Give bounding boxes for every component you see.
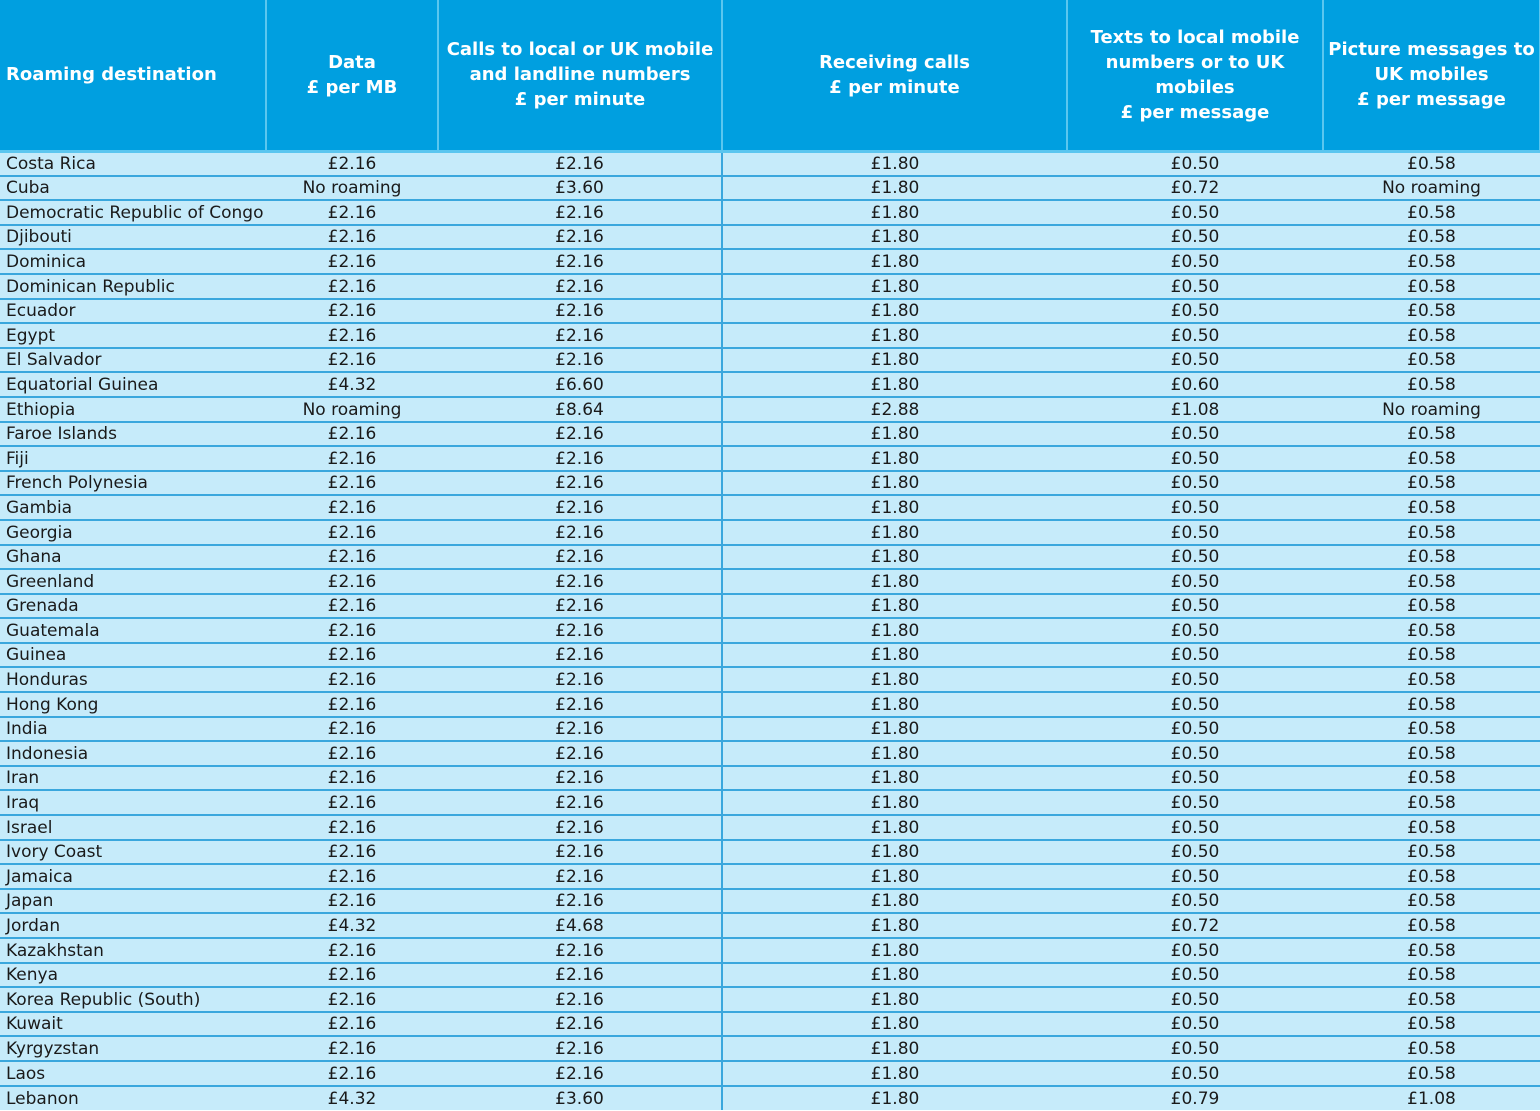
receiving-rate-cell: £1.80 bbox=[722, 1012, 1067, 1037]
destination-cell: Jamaica bbox=[0, 864, 266, 889]
data-rate-cell: £2.16 bbox=[266, 545, 438, 570]
receiving-rate-cell: £1.80 bbox=[722, 667, 1067, 692]
data-rate-cell: £2.16 bbox=[266, 618, 438, 643]
table-row bbox=[0, 1061, 1540, 1086]
destination-cell: Ecuador bbox=[0, 299, 266, 324]
call-rate-cell: £3.60 bbox=[438, 176, 722, 201]
data-rate-cell: £2.16 bbox=[266, 963, 438, 988]
picture-rate-cell: £1.08 bbox=[1323, 1086, 1540, 1111]
picture-rate-cell: £0.58 bbox=[1323, 151, 1540, 176]
destination-cell: India bbox=[0, 717, 266, 742]
data-rate-cell: £4.32 bbox=[266, 913, 438, 938]
picture-rate-cell: £0.58 bbox=[1323, 692, 1540, 717]
picture-rate-cell: £0.58 bbox=[1323, 569, 1540, 594]
call-rate-cell: £2.16 bbox=[438, 987, 722, 1012]
table-row bbox=[0, 643, 1540, 668]
receiving-rate-cell: £1.80 bbox=[722, 249, 1067, 274]
call-rate-cell: £2.16 bbox=[438, 520, 722, 545]
text-rate-cell: £0.50 bbox=[1067, 225, 1323, 250]
data-rate-cell: £2.16 bbox=[266, 864, 438, 889]
text-rate-cell: £0.50 bbox=[1067, 422, 1323, 447]
text-rate-cell: £0.50 bbox=[1067, 274, 1323, 299]
call-rate-cell: £6.60 bbox=[438, 372, 722, 397]
header-roaming-destination: Roaming destination bbox=[0, 0, 266, 151]
picture-rate-cell: £0.58 bbox=[1323, 766, 1540, 791]
data-rate-cell: No roaming bbox=[266, 397, 438, 422]
picture-rate-cell: £0.58 bbox=[1323, 963, 1540, 988]
destination-cell: Faroe Islands bbox=[0, 422, 266, 447]
data-rate-cell: £2.16 bbox=[266, 249, 438, 274]
table-row bbox=[0, 520, 1540, 545]
data-rate-cell: £2.16 bbox=[266, 766, 438, 791]
table-row bbox=[0, 348, 1540, 373]
receiving-rate-cell: £1.80 bbox=[722, 618, 1067, 643]
destination-cell: Dominica bbox=[0, 249, 266, 274]
text-rate-cell: £0.50 bbox=[1067, 1012, 1323, 1037]
call-rate-cell: £2.16 bbox=[438, 667, 722, 692]
picture-rate-cell: £0.58 bbox=[1323, 643, 1540, 668]
text-rate-cell: £0.50 bbox=[1067, 446, 1323, 471]
receiving-rate-cell: £1.80 bbox=[722, 717, 1067, 742]
picture-rate-cell: £0.58 bbox=[1323, 299, 1540, 324]
receiving-rate-cell: £1.80 bbox=[722, 766, 1067, 791]
picture-rate-cell: £0.58 bbox=[1323, 864, 1540, 889]
receiving-rate-cell: £1.80 bbox=[722, 815, 1067, 840]
text-rate-cell: £0.60 bbox=[1067, 372, 1323, 397]
receiving-rate-cell: £1.80 bbox=[722, 913, 1067, 938]
call-rate-cell: £2.16 bbox=[438, 594, 722, 619]
picture-rate-cell: £0.58 bbox=[1323, 1036, 1540, 1061]
call-rate-cell: £3.60 bbox=[438, 1086, 722, 1111]
receiving-rate-cell: £1.80 bbox=[722, 692, 1067, 717]
text-rate-cell: £0.50 bbox=[1067, 495, 1323, 520]
call-rate-cell: £2.16 bbox=[438, 495, 722, 520]
table-row bbox=[0, 1012, 1540, 1037]
text-rate-cell: £0.50 bbox=[1067, 471, 1323, 496]
call-rate-cell: £2.16 bbox=[438, 815, 722, 840]
table-row bbox=[0, 717, 1540, 742]
table-row bbox=[0, 618, 1540, 643]
picture-rate-cell: £0.58 bbox=[1323, 913, 1540, 938]
destination-cell: Gambia bbox=[0, 495, 266, 520]
receiving-rate-cell: £1.80 bbox=[722, 1086, 1067, 1111]
picture-rate-cell: £0.58 bbox=[1323, 987, 1540, 1012]
text-rate-cell: £0.50 bbox=[1067, 249, 1323, 274]
text-rate-cell: £0.72 bbox=[1067, 913, 1323, 938]
destination-cell: Iraq bbox=[0, 790, 266, 815]
picture-rate-cell: £0.58 bbox=[1323, 594, 1540, 619]
destination-cell: Laos bbox=[0, 1061, 266, 1086]
call-rate-cell: £2.16 bbox=[438, 299, 722, 324]
header-picture-messages: Picture messages to UK mobiles £ per message bbox=[1323, 0, 1540, 151]
destination-cell: Fiji bbox=[0, 446, 266, 471]
data-rate-cell: No roaming bbox=[266, 176, 438, 201]
data-rate-cell: £2.16 bbox=[266, 987, 438, 1012]
picture-rate-cell: £0.58 bbox=[1323, 1012, 1540, 1037]
text-rate-cell: £0.50 bbox=[1067, 618, 1323, 643]
destination-cell: French Polynesia bbox=[0, 471, 266, 496]
call-rate-cell: £2.16 bbox=[438, 323, 722, 348]
table-row bbox=[0, 766, 1540, 791]
destination-cell: Jordan bbox=[0, 913, 266, 938]
text-rate-cell: £0.50 bbox=[1067, 569, 1323, 594]
data-rate-cell: £2.16 bbox=[266, 741, 438, 766]
header-texts: Texts to local mobile numbers or to UK mobiles £ per message bbox=[1067, 0, 1323, 151]
text-rate-cell: £0.50 bbox=[1067, 594, 1323, 619]
table-row bbox=[0, 446, 1540, 471]
destination-cell: Hong Kong bbox=[0, 692, 266, 717]
picture-rate-cell: £0.58 bbox=[1323, 225, 1540, 250]
call-rate-cell: £2.16 bbox=[438, 200, 722, 225]
destination-cell: Lebanon bbox=[0, 1086, 266, 1111]
text-rate-cell: £0.50 bbox=[1067, 717, 1323, 742]
picture-rate-cell: £0.58 bbox=[1323, 889, 1540, 914]
header-receiving-calls: Receiving calls £ per minute bbox=[722, 0, 1067, 151]
call-rate-cell: £2.16 bbox=[438, 1061, 722, 1086]
table-row bbox=[0, 815, 1540, 840]
call-rate-cell: £2.16 bbox=[438, 274, 722, 299]
destination-cell: Dominican Republic bbox=[0, 274, 266, 299]
call-rate-cell: £2.16 bbox=[438, 618, 722, 643]
text-rate-cell: £0.50 bbox=[1067, 667, 1323, 692]
text-rate-cell: £0.50 bbox=[1067, 692, 1323, 717]
table-row bbox=[0, 840, 1540, 865]
receiving-rate-cell: £1.80 bbox=[722, 151, 1067, 176]
table-row bbox=[0, 987, 1540, 1012]
text-rate-cell: £0.50 bbox=[1067, 741, 1323, 766]
text-rate-cell: £0.50 bbox=[1067, 938, 1323, 963]
data-rate-cell: £2.16 bbox=[266, 299, 438, 324]
table-row bbox=[0, 545, 1540, 570]
picture-rate-cell: £0.58 bbox=[1323, 422, 1540, 447]
receiving-rate-cell: £2.88 bbox=[722, 397, 1067, 422]
receiving-rate-cell: £1.80 bbox=[722, 594, 1067, 619]
call-rate-cell: £2.16 bbox=[438, 790, 722, 815]
receiving-rate-cell: £1.80 bbox=[722, 545, 1067, 570]
destination-cell: Ivory Coast bbox=[0, 840, 266, 865]
call-rate-cell: £8.64 bbox=[438, 397, 722, 422]
call-rate-cell: £2.16 bbox=[438, 446, 722, 471]
call-rate-cell: £2.16 bbox=[438, 963, 722, 988]
picture-rate-cell: £0.58 bbox=[1323, 545, 1540, 570]
destination-cell: Honduras bbox=[0, 667, 266, 692]
receiving-rate-cell: £1.80 bbox=[722, 938, 1067, 963]
data-rate-cell: £2.16 bbox=[266, 840, 438, 865]
text-rate-cell: £0.50 bbox=[1067, 545, 1323, 570]
text-rate-cell: £0.50 bbox=[1067, 790, 1323, 815]
table-row bbox=[0, 1086, 1540, 1111]
data-rate-cell: £2.16 bbox=[266, 471, 438, 496]
receiving-rate-cell: £1.80 bbox=[722, 299, 1067, 324]
table-row bbox=[0, 299, 1540, 324]
destination-cell: Egypt bbox=[0, 323, 266, 348]
picture-rate-cell: £0.58 bbox=[1323, 667, 1540, 692]
call-rate-cell: £2.16 bbox=[438, 889, 722, 914]
call-rate-cell: £2.16 bbox=[438, 643, 722, 668]
destination-cell: Greenland bbox=[0, 569, 266, 594]
data-rate-cell: £2.16 bbox=[266, 815, 438, 840]
destination-cell: Guinea bbox=[0, 643, 266, 668]
picture-rate-cell: £0.58 bbox=[1323, 372, 1540, 397]
text-rate-cell: £0.50 bbox=[1067, 840, 1323, 865]
header-row bbox=[0, 0, 1540, 151]
call-rate-cell: £2.16 bbox=[438, 864, 722, 889]
picture-rate-cell: £0.58 bbox=[1323, 200, 1540, 225]
text-rate-cell: £0.50 bbox=[1067, 520, 1323, 545]
data-rate-cell: £2.16 bbox=[266, 938, 438, 963]
receiving-rate-cell: £1.80 bbox=[722, 495, 1067, 520]
receiving-rate-cell: £1.80 bbox=[722, 446, 1067, 471]
destination-cell: Israel bbox=[0, 815, 266, 840]
destination-cell: Cuba bbox=[0, 176, 266, 201]
data-rate-cell: £2.16 bbox=[266, 495, 438, 520]
receiving-rate-cell: £1.80 bbox=[722, 1061, 1067, 1086]
call-rate-cell: £2.16 bbox=[438, 766, 722, 791]
receiving-rate-cell: £1.80 bbox=[722, 987, 1067, 1012]
table-row bbox=[0, 963, 1540, 988]
data-rate-cell: £2.16 bbox=[266, 151, 438, 176]
text-rate-cell: £0.79 bbox=[1067, 1086, 1323, 1111]
receiving-rate-cell: £1.80 bbox=[722, 864, 1067, 889]
table-row bbox=[0, 225, 1540, 250]
destination-cell: Djibouti bbox=[0, 225, 266, 250]
picture-rate-cell: £0.58 bbox=[1323, 938, 1540, 963]
picture-rate-cell: £0.58 bbox=[1323, 348, 1540, 373]
table-row bbox=[0, 495, 1540, 520]
data-rate-cell: £2.16 bbox=[266, 274, 438, 299]
table-row bbox=[0, 913, 1540, 938]
destination-cell: Korea Republic (South) bbox=[0, 987, 266, 1012]
table-row bbox=[0, 397, 1540, 422]
destination-cell: Kyrgyzstan bbox=[0, 1036, 266, 1061]
header-data: Data £ per MB bbox=[266, 0, 438, 151]
table-row bbox=[0, 594, 1540, 619]
call-rate-cell: £2.16 bbox=[438, 225, 722, 250]
data-rate-cell: £4.32 bbox=[266, 372, 438, 397]
table-row bbox=[0, 569, 1540, 594]
receiving-rate-cell: £1.80 bbox=[722, 840, 1067, 865]
call-rate-cell: £2.16 bbox=[438, 840, 722, 865]
destination-cell: Democratic Republic of Congo bbox=[0, 200, 266, 225]
call-rate-cell: £2.16 bbox=[438, 569, 722, 594]
destination-cell: Iran bbox=[0, 766, 266, 791]
text-rate-cell: £1.08 bbox=[1067, 397, 1323, 422]
data-rate-cell: £2.16 bbox=[266, 643, 438, 668]
table-row bbox=[0, 938, 1540, 963]
call-rate-cell: £2.16 bbox=[438, 249, 722, 274]
text-rate-cell: £0.72 bbox=[1067, 176, 1323, 201]
call-rate-cell: £2.16 bbox=[438, 717, 722, 742]
data-rate-cell: £2.16 bbox=[266, 569, 438, 594]
text-rate-cell: £0.50 bbox=[1067, 643, 1323, 668]
call-rate-cell: £4.68 bbox=[438, 913, 722, 938]
destination-cell: Equatorial Guinea bbox=[0, 372, 266, 397]
text-rate-cell: £0.50 bbox=[1067, 348, 1323, 373]
data-rate-cell: £2.16 bbox=[266, 446, 438, 471]
table-row bbox=[0, 323, 1540, 348]
picture-rate-cell: £0.58 bbox=[1323, 618, 1540, 643]
table-row bbox=[0, 372, 1540, 397]
text-rate-cell: £0.50 bbox=[1067, 200, 1323, 225]
data-rate-cell: £2.16 bbox=[266, 1012, 438, 1037]
picture-rate-cell: £0.58 bbox=[1323, 790, 1540, 815]
table-row bbox=[0, 151, 1540, 176]
table-row bbox=[0, 692, 1540, 717]
receiving-rate-cell: £1.80 bbox=[722, 643, 1067, 668]
data-rate-cell: £4.32 bbox=[266, 1086, 438, 1111]
destination-cell: Guatemala bbox=[0, 618, 266, 643]
receiving-rate-cell: £1.80 bbox=[722, 963, 1067, 988]
picture-rate-cell: £0.58 bbox=[1323, 717, 1540, 742]
destination-cell: El Salvador bbox=[0, 348, 266, 373]
receiving-rate-cell: £1.80 bbox=[722, 372, 1067, 397]
table-row bbox=[0, 864, 1540, 889]
text-rate-cell: £0.50 bbox=[1067, 889, 1323, 914]
data-rate-cell: £2.16 bbox=[266, 422, 438, 447]
table-row bbox=[0, 274, 1540, 299]
table-row bbox=[0, 176, 1540, 201]
destination-cell: Japan bbox=[0, 889, 266, 914]
destination-cell: Kazakhstan bbox=[0, 938, 266, 963]
picture-rate-cell: £0.58 bbox=[1323, 1061, 1540, 1086]
receiving-rate-cell: £1.80 bbox=[722, 348, 1067, 373]
table-row bbox=[0, 422, 1540, 447]
picture-rate-cell: £0.58 bbox=[1323, 249, 1540, 274]
picture-rate-cell: £0.58 bbox=[1323, 495, 1540, 520]
table-body bbox=[0, 151, 1540, 1110]
text-rate-cell: £0.50 bbox=[1067, 815, 1323, 840]
data-rate-cell: £2.16 bbox=[266, 717, 438, 742]
call-rate-cell: £2.16 bbox=[438, 471, 722, 496]
table-row bbox=[0, 471, 1540, 496]
call-rate-cell: £2.16 bbox=[438, 422, 722, 447]
text-rate-cell: £0.50 bbox=[1067, 1061, 1323, 1086]
destination-cell: Kenya bbox=[0, 963, 266, 988]
table-row bbox=[0, 249, 1540, 274]
text-rate-cell: £0.50 bbox=[1067, 1036, 1323, 1061]
call-rate-cell: £2.16 bbox=[438, 151, 722, 176]
picture-rate-cell: £0.58 bbox=[1323, 323, 1540, 348]
header-calls: Calls to local or UK mobile and landline numbers £ per minute bbox=[438, 0, 722, 151]
destination-cell: Ethiopia bbox=[0, 397, 266, 422]
call-rate-cell: £2.16 bbox=[438, 348, 722, 373]
receiving-rate-cell: £1.80 bbox=[722, 569, 1067, 594]
text-rate-cell: £0.50 bbox=[1067, 766, 1323, 791]
data-rate-cell: £2.16 bbox=[266, 520, 438, 545]
text-rate-cell: £0.50 bbox=[1067, 299, 1323, 324]
table-row bbox=[0, 889, 1540, 914]
data-rate-cell: £2.16 bbox=[266, 889, 438, 914]
text-rate-cell: £0.50 bbox=[1067, 323, 1323, 348]
receiving-rate-cell: £1.80 bbox=[722, 176, 1067, 201]
picture-rate-cell: £0.58 bbox=[1323, 520, 1540, 545]
picture-rate-cell: £0.58 bbox=[1323, 741, 1540, 766]
data-rate-cell: £2.16 bbox=[266, 692, 438, 717]
destination-cell: Costa Rica bbox=[0, 151, 266, 176]
table-row bbox=[0, 790, 1540, 815]
table-header bbox=[0, 0, 1540, 151]
call-rate-cell: £2.16 bbox=[438, 1036, 722, 1061]
data-rate-cell: £2.16 bbox=[266, 1036, 438, 1061]
destination-cell: Ghana bbox=[0, 545, 266, 570]
call-rate-cell: £2.16 bbox=[438, 741, 722, 766]
picture-rate-cell: No roaming bbox=[1323, 176, 1540, 201]
table-row bbox=[0, 200, 1540, 225]
data-rate-cell: £2.16 bbox=[266, 225, 438, 250]
receiving-rate-cell: £1.80 bbox=[722, 1036, 1067, 1061]
receiving-rate-cell: £1.80 bbox=[722, 274, 1067, 299]
destination-cell: Georgia bbox=[0, 520, 266, 545]
data-rate-cell: £2.16 bbox=[266, 790, 438, 815]
picture-rate-cell: No roaming bbox=[1323, 397, 1540, 422]
picture-rate-cell: £0.58 bbox=[1323, 840, 1540, 865]
picture-rate-cell: £0.58 bbox=[1323, 446, 1540, 471]
data-rate-cell: £2.16 bbox=[266, 200, 438, 225]
picture-rate-cell: £0.58 bbox=[1323, 471, 1540, 496]
data-rate-cell: £2.16 bbox=[266, 323, 438, 348]
call-rate-cell: £2.16 bbox=[438, 938, 722, 963]
receiving-rate-cell: £1.80 bbox=[722, 520, 1067, 545]
receiving-rate-cell: £1.80 bbox=[722, 790, 1067, 815]
destination-cell: Indonesia bbox=[0, 741, 266, 766]
receiving-rate-cell: £1.80 bbox=[722, 471, 1067, 496]
picture-rate-cell: £0.58 bbox=[1323, 274, 1540, 299]
receiving-rate-cell: £1.80 bbox=[722, 225, 1067, 250]
destination-cell: Kuwait bbox=[0, 1012, 266, 1037]
text-rate-cell: £0.50 bbox=[1067, 151, 1323, 176]
receiving-rate-cell: £1.80 bbox=[722, 323, 1067, 348]
call-rate-cell: £2.16 bbox=[438, 1012, 722, 1037]
text-rate-cell: £0.50 bbox=[1067, 864, 1323, 889]
call-rate-cell: £2.16 bbox=[438, 545, 722, 570]
receiving-rate-cell: £1.80 bbox=[722, 200, 1067, 225]
table-row bbox=[0, 741, 1540, 766]
receiving-rate-cell: £1.80 bbox=[722, 741, 1067, 766]
data-rate-cell: £2.16 bbox=[266, 1061, 438, 1086]
call-rate-cell: £2.16 bbox=[438, 692, 722, 717]
data-rate-cell: £2.16 bbox=[266, 667, 438, 692]
receiving-rate-cell: £1.80 bbox=[722, 889, 1067, 914]
destination-cell: Grenada bbox=[0, 594, 266, 619]
text-rate-cell: £0.50 bbox=[1067, 987, 1323, 1012]
receiving-rate-cell: £1.80 bbox=[722, 422, 1067, 447]
data-rate-cell: £2.16 bbox=[266, 348, 438, 373]
picture-rate-cell: £0.58 bbox=[1323, 815, 1540, 840]
table-row bbox=[0, 1036, 1540, 1061]
text-rate-cell: £0.50 bbox=[1067, 963, 1323, 988]
data-rate-cell: £2.16 bbox=[266, 594, 438, 619]
table-row bbox=[0, 667, 1540, 692]
